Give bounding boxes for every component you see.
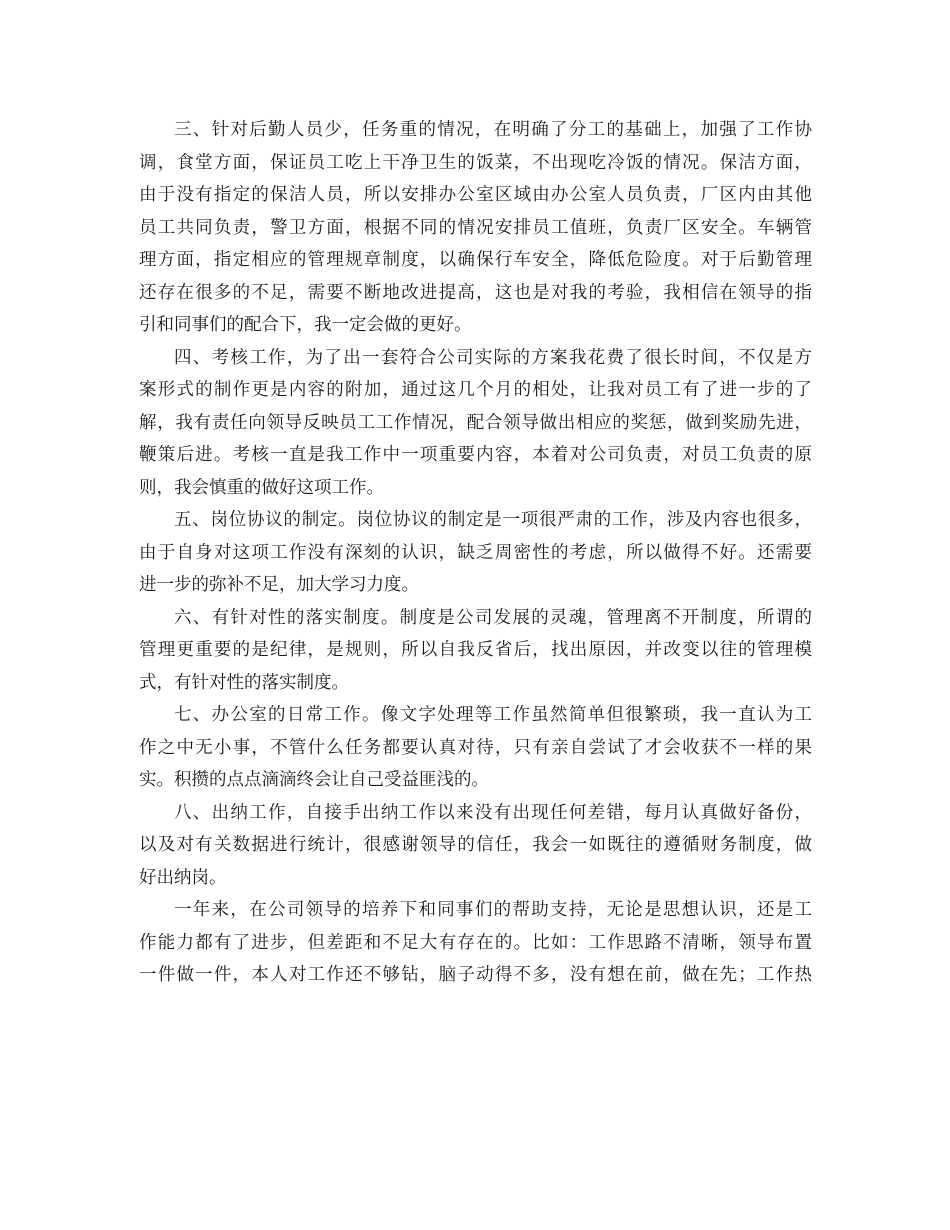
paragraph-cashier [139,797,812,895]
paragraph-line: 作能力都有了进步，但差距和不足大有存在的。比如：工作思路不清晰，领导布置 [139,932,812,953]
paragraph-line: 员工共同负责，警卫方面，根据不同的情况安排员工值班，负责厂区安全。车辆管 [139,217,812,238]
paragraph-line: 三、针对后勤人员少，任务重的情况，在明确了分工的基础上，加强了工作协 [174,120,812,140]
paragraph-line: 还存在很多的不足，需要不断地改进提高，这也是对我的考验，我相信在领导的指 [139,282,812,303]
paragraph-line: 案形式的制作更是内容的附加，通过这几个月的相处，让我对员工有了进一步的了 [139,380,812,400]
paragraph-line: 则，我会慎重的做好这项工作。 [139,477,384,498]
paragraph-line: 调，食堂方面，保证员工吃上干净卫生的饭菜，不出现吃冷饭的情况。保洁方面， [139,152,812,173]
paragraph-line: 一年来，在公司领导的培养下和同事们的帮助支持，无论是思想认识，还是工 [174,900,812,920]
paragraph-summary [139,894,812,992]
paragraph-line: 八、出纳工作，自接手出纳工作以来没有出现任何差错，每月认真做好备份， [174,802,812,823]
paragraph-line: 五、岗位协议的制定。岗位协议的制定是一项很严肃的工作，涉及内容也很多， [174,510,812,530]
paragraph-line: 由于没有指定的保洁人员，所以安排办公室区域由办公室人员负责，厂区内由其他 [139,185,812,205]
paragraph-line: 式，有针对性的落实制度。 [139,672,349,693]
paragraph-line: 解，我有责任向领导反映员工工作情况，配合领导做出相应的奖惩，做到奖励先进， [139,412,812,433]
paragraph-system-implementation [139,602,812,700]
paragraph-logistics [139,114,812,342]
paragraph-line: 六、有针对性的落实制度。制度是公司发展的灵魂，管理离不开制度，所谓的 [174,607,812,628]
document-body [139,114,812,992]
paragraph-job-agreement [139,504,812,602]
paragraph-assessment [139,342,812,505]
paragraph-line: 一件做一件，本人对工作还不够钻，脑子动得不多，没有想在前，做在先；工作热 [139,965,812,985]
paragraph-line: 由于自身对这项工作没有深刻的认识，缺乏周密性的考虑，所以做得不好。还需要 [139,542,812,563]
paragraph-line: 引和同事们的配合下，我一定会做的更好。 [139,315,472,335]
paragraph-line: 以及对有关数据进行统计，很感谢领导的信任，我会一如既往的遵循财务制度，做 [139,835,812,855]
paragraph-line: 好出纳岗。 [139,867,227,888]
paragraph-line: 七、办公室的日常工作。像文字处理等工作虽然简单但很繁琐，我一直认为工 [174,705,812,725]
paragraph-line: 理方面，指定相应的管理规章制度，以确保行车安全，降低危险度。对于后勤管理 [139,250,812,270]
paragraph-line: 管理更重要的是纪律，是规则，所以自我反省后，找出原因，并改变以往的管理模 [139,640,812,660]
paragraph-line: 实。积攒的点点滴滴终会让自己受益匪浅的。 [139,770,489,790]
paragraph-line: 四、考核工作，为了出一套符合公司实际的方案我花费了很长时间，不仅是方 [174,347,812,368]
paragraph-line: 鞭策后进。考核一直是我工作中一项重要内容，本着对公司负责，对员工负责的原 [139,445,812,465]
paragraph-line: 作之中无小事，不管什么任务都要认真对待，只有亲自尝试了才会收获不一样的果 [139,737,812,758]
paragraph-line: 进一步的弥补不足，加大学习力度。 [139,575,419,595]
paragraph-office-work [139,699,812,797]
